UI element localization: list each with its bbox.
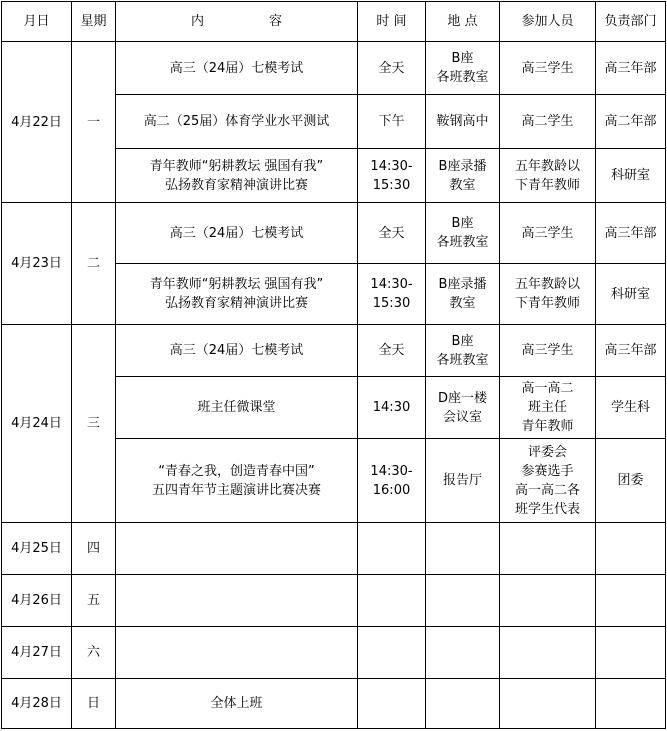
place-cell: B座录播 教室 — [426, 149, 500, 203]
date-cell: 4月22日 — [2, 42, 72, 203]
weekday-cell: 二 — [72, 203, 116, 325]
participants-cell — [500, 627, 596, 679]
time-cell: 全天 — [358, 42, 426, 95]
date-cell: 4月27日 — [2, 627, 72, 679]
weekday-cell: 三 — [72, 325, 116, 523]
content-cell: 高二（25届）体育学业水平测试 — [116, 95, 358, 149]
header-participants: 参加人员 — [500, 2, 596, 42]
time-cell: 下午 — [358, 95, 426, 149]
content-cell: 高三（24届）七模考试 — [116, 325, 358, 377]
content-cell: 全体上班 — [116, 679, 358, 729]
place-cell: 鞍钢高中 — [426, 95, 500, 149]
dept-cell — [596, 523, 666, 575]
place-cell: B座 各班教室 — [426, 42, 500, 95]
time-cell — [358, 627, 426, 679]
time-cell: 全天 — [358, 203, 426, 264]
table-row — [2, 679, 666, 729]
participants-cell: 高三学生 — [500, 203, 596, 264]
header-weekday: 星期 — [72, 2, 116, 42]
date-cell: 4月25日 — [2, 523, 72, 575]
dept-cell: 高二年部 — [596, 95, 666, 149]
dept-cell — [596, 627, 666, 679]
time-cell — [358, 575, 426, 627]
dept-cell: 学生科 — [596, 377, 666, 439]
content-cell — [116, 575, 358, 627]
place-cell: 报告厅 — [426, 439, 500, 523]
content-cell: 高三（24届）七模考试 — [116, 203, 358, 264]
header-row — [2, 2, 666, 42]
place-cell: B座 各班教室 — [426, 203, 500, 264]
dept-cell — [596, 575, 666, 627]
content-cell: 班主任微课堂 — [116, 377, 358, 439]
time-cell: 14:30 — [358, 377, 426, 439]
content-cell — [116, 523, 358, 575]
weekday-cell: 日 — [72, 679, 116, 729]
dept-cell — [596, 679, 666, 729]
place-cell: B座录播 教室 — [426, 264, 500, 325]
table-row — [2, 627, 666, 679]
weekday-cell: 六 — [72, 627, 116, 679]
participants-cell: 高三学生 — [500, 42, 596, 95]
date-cell: 4月26日 — [2, 575, 72, 627]
time-cell — [358, 679, 426, 729]
participants-cell — [500, 523, 596, 575]
place-cell — [426, 575, 500, 627]
header-dept: 负责部门 — [596, 2, 666, 42]
dept-cell: 团委 — [596, 439, 666, 523]
dept-cell: 科研室 — [596, 149, 666, 203]
header-date: 月日 — [2, 2, 72, 42]
place-cell — [426, 627, 500, 679]
weekday-cell: 四 — [72, 523, 116, 575]
place-cell — [426, 523, 500, 575]
table-row — [2, 42, 666, 95]
place-cell: D座一楼 会议室 — [426, 377, 500, 439]
time-cell — [358, 523, 426, 575]
participants-cell: 高三学生 — [500, 325, 596, 377]
table-row — [2, 203, 666, 264]
table-row — [2, 575, 666, 627]
participants-cell: 五年教龄以 下青年教师 — [500, 264, 596, 325]
participants-cell: 五年教龄以 下青年教师 — [500, 149, 596, 203]
content-cell — [116, 627, 358, 679]
dept-cell: 高三年部 — [596, 42, 666, 95]
table-row — [2, 523, 666, 575]
dept-cell: 高三年部 — [596, 325, 666, 377]
weekday-cell: 一 — [72, 42, 116, 203]
date-cell: 4月24日 — [2, 325, 72, 523]
header-place: 地 点 — [426, 2, 500, 42]
participants-cell — [500, 575, 596, 627]
dept-cell: 科研室 — [596, 264, 666, 325]
date-cell: 4月28日 — [2, 679, 72, 729]
place-cell: B座 各班教室 — [426, 325, 500, 377]
time-cell: 14:30- 16:00 — [358, 439, 426, 523]
weekly-schedule-table — [1, 1, 666, 729]
place-cell — [426, 679, 500, 729]
time-cell: 14:30- 15:30 — [358, 149, 426, 203]
content-cell: 高三（24届）七模考试 — [116, 42, 358, 95]
participants-cell: 高一高二 班主任 青年教师 — [500, 377, 596, 439]
header-time: 时 间 — [358, 2, 426, 42]
table-row — [2, 325, 666, 377]
participants-cell: 高二学生 — [500, 95, 596, 149]
time-cell: 14:30- 15:30 — [358, 264, 426, 325]
weekday-cell: 五 — [72, 575, 116, 627]
content-cell: 青年教师“躬耕教坛 强国有我” 弘扬教育家精神演讲比赛 — [116, 149, 358, 203]
header-content: 内 容 — [116, 2, 358, 42]
time-cell: 全天 — [358, 325, 426, 377]
dept-cell: 高三年部 — [596, 203, 666, 264]
content-cell: “青春之我，创造青春中国” 五四青年节主题演讲比赛决赛 — [116, 439, 358, 523]
content-cell: 青年教师“躬耕教坛 强国有我” 弘扬教育家精神演讲比赛 — [116, 264, 358, 325]
participants-cell: 评委会 参赛选手 高一高二各 班学生代表 — [500, 439, 596, 523]
participants-cell — [500, 679, 596, 729]
date-cell: 4月23日 — [2, 203, 72, 325]
